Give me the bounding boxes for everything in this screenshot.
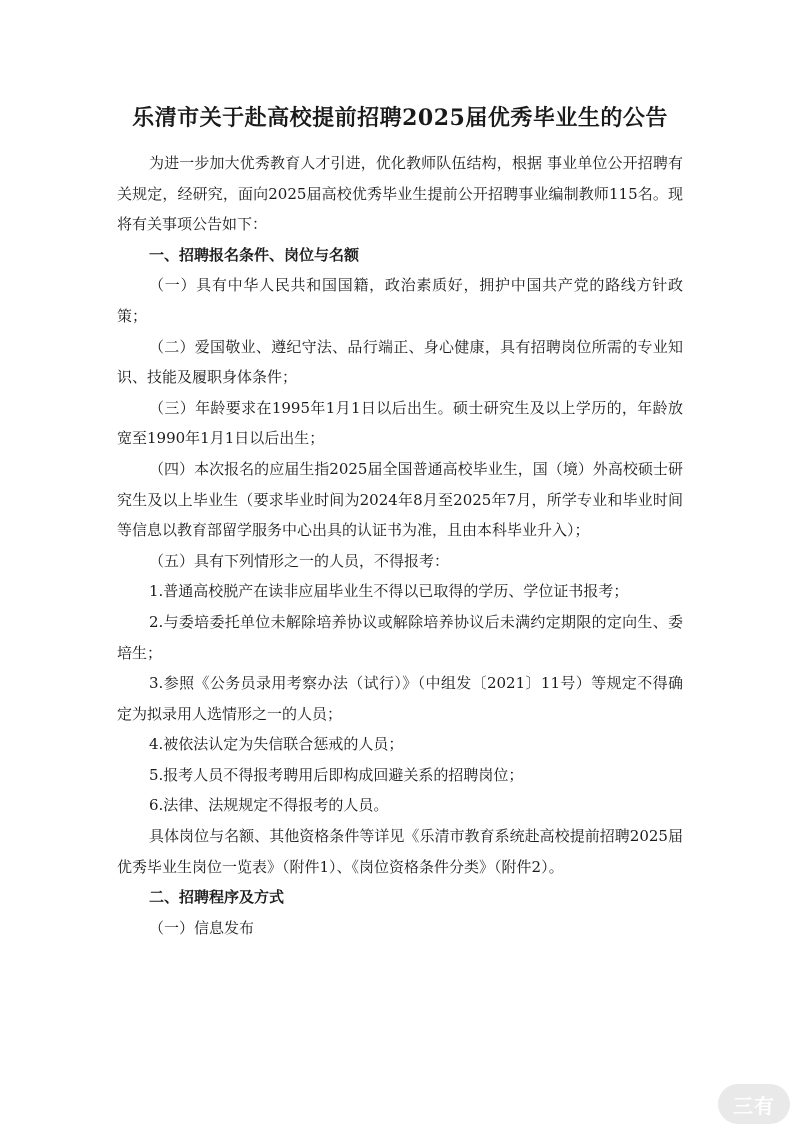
condition-item-1: （一）具有中华人民共和国国籍，政治素质好，拥护中国共产党的路线方针政策；: [117, 276, 683, 325]
condition-item-5: （五）具有下列情形之一的人员，不得报考：: [149, 551, 450, 570]
document-body: [117, 148, 683, 943]
intro-paragraph: 为进一步加大优秀教育人才引进，优化教师队伍结构，根据 事业单位公开招聘有关规定，经研究，面向2025届高校优秀毕业生提前公开招聘事业编制教师115名。现将有关事项公告如下：: [117, 154, 683, 234]
section-heading-2: 二、招聘程序及方式: [149, 888, 285, 907]
condition-item-2: （二）爱国敬业、遵纪守法、品行端正、身心健康，具有招聘岗位所需的专业知识、技能及履职身体条件；: [117, 337, 683, 387]
exclusion-item-5: 5.报考人员不得报考聘用后即构成回避关系的招聘岗位；: [149, 765, 524, 784]
attachment-reference-paragraph: 具体岗位与名额、其他资格条件等详见《乐清市教育系统赴高校提前招聘2025届优秀毕业生岗位一览表》（附件1）、《岗位资格条件分类》（附件2）。: [117, 827, 683, 876]
exclusion-item-6: 6.法律、法规规定不得报考的人员。: [149, 796, 389, 815]
exclusion-item-4: 4.被依法认定为失信联合惩戒的人员；: [149, 735, 404, 754]
condition-item-3: （三）年龄要求在1995年1月1日以后出生。硕士研究生及以上学历的，年龄放宽至1990年1月1日以后出生；: [117, 398, 683, 448]
condition-item-4: （四）本次报名的应届生指2025届全国普通高校毕业生，国（境）外高校硕士研究生及以上毕业生（要求毕业时间为2024年8月至2025年7月，所学专业和毕业时间等信息以教育部留学服务中心出具的认证书为准，且由本科毕业升入）；: [117, 459, 683, 540]
exclusion-item-3: 3.参照《公务员录用考察办法（试行）》（中组发〔2021〕11号）等规定不得确定为拟录用人选情形之一的人员；: [117, 674, 683, 723]
exclusion-item-1: 1.普通高校脱产在读非应届毕业生不得以已取得的学历、学位证书报考；: [149, 582, 629, 601]
exclusion-item-2: 2.与委培委托单位未解除培养协议或解除培养协议后未满约定期限的定向生、委培生；: [117, 612, 683, 662]
watermark-logo: 三有: [718, 1084, 790, 1124]
section-heading-1: 一、招聘报名条件、岗位与名额: [149, 245, 360, 264]
document-title: 乐清市关于赴高校提前招聘2025届优秀毕业生的公告: [132, 105, 668, 131]
subsection-heading: （一）信息发布: [149, 918, 255, 937]
